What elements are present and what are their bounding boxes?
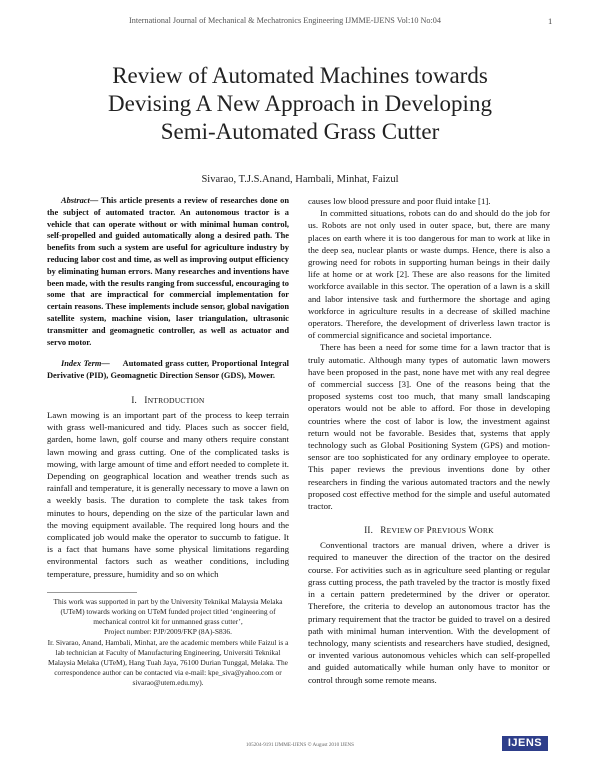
footnote-line-2: Project number: PJP/2009/FKP (8A)-S836. [104, 627, 232, 637]
page-number: 1 [548, 16, 553, 26]
index-terms-lead: Index Term— [61, 359, 110, 369]
footnote [47, 597, 289, 689]
intro-paragraph-1: Lawn mowing is an important part of the process to keep terrain with grass well-manicured and tidy. Places such as soccer field, garden, home lawn, golf course and many others require constant lawn mowing and grass cutting. One of the complicated tasks is mowing, with large amount of time and effort needed to complete it. Depending on geographical location and weather trends such as rainfall and temperature, it is generally necessary to move a lawn on a weekly basis. The duration to complete the task takes from minutes to hours, depending on the size of the particular lawn and the moving equipment available. The required long hours and the complicated job would make the operator to succumb to fatigue. It is a fact that humans have some physical limitations regarding environmental factors such as weather conditions, including temperature, pressure, humidity and so on which [47, 409, 289, 579]
title-line-1: Review of Automated Machines towards [112, 63, 488, 88]
issn-footer: 105204-9191 IJMME-IJENS © August 2010 IJENS [245, 742, 355, 748]
ijens-logo: IJENS [502, 736, 548, 751]
intro-paragraph-2: In committed situations, robots can do and should do the job for us. Robots are not only used in outer space, but, there are many places on earth where it is too dangerous for man to work at like in the deep sea, nuclear plants or waste dumps. Hence, there is also a growing need for robots in supporting human beings in their daily life at home or at work [2]. These are also reasons for the limited workforce available in this sector. The operation of a lawn is a skill and labor intensive task and furthermore the shortage and aging workforce in agriculture results in a decrease of skilled machine operators. Therefore, the development of driverless lawn tractor is of commercial significance and societal importance. [308, 208, 550, 341]
footnote-divider [47, 592, 137, 593]
section-heading-introduction: I. INTRODUCTION [131, 394, 205, 405]
footnote-line-1: This work was supported in part by the University Teknikal Malaysia Melaka (UTeM) towards working on UTeM funded project titled ‘engineering of mechanical control kit for unmanned grass cutter’, [53, 596, 283, 627]
index-terms-body: Automated grass cutter, Proportional Integral Derivative (PID), Geomagnetic Direction Sensor (GDS), Mower. [47, 359, 289, 381]
abstract-body: This article presents a review of researches done on the subject of automated tractor. An autonomous tractor is a vehicle that can operate without or with minimal human control, self-propelled and guided automatically along a desired path. The benefits from such a system are useful for agriculture industry by reducing labor cost and time, as well as improving output efficiency by eliminating human errors. Many researches and inventions have been made, with the results ranging from successful, encouraging to some that are impractical for commercial implementation for certain reasons. These implements include sensor, global navigation satellite system, machine vision, laser triangulation, ultrasonic transmitter and geomagnetic controller, as well as actuator and servo motor. [47, 196, 289, 347]
section-heading-review: II. REVIEW OF PREVIOUS WORK [364, 525, 494, 536]
abstract-lead: Abstract— [61, 196, 99, 205]
left-column [47, 195, 289, 689]
footnote-line-3: Ir. Sivarao, Anand, Hambali, Minhat, are the academic members while Faizul is a lab technician at Faculty of Manufacturing Engineering, Universiti Teknikal Malaysia Melaka (UTeM), Hang Tuah Jaya, 76100 Durian Tunggal, Melaka. The correspondence author can be contacted via e-mail: kpe_siva@yahoo.com or sivarao@utem.edu.my). [47, 637, 289, 688]
intro-continuation: causes low blood pressure and poor fluid intake [1]. [308, 196, 491, 206]
title-line-2: Devising A New Approach in Developing [108, 91, 492, 116]
journal-header: International Journal of Mechanical & Mechatronics Engineering IJMME-IJENS Vol:10 No:04 [129, 16, 441, 25]
paper-title [40, 62, 560, 146]
review-paragraph-1: Conventional tractors are manual driven, where a driver is required to maneuver the direction of the tractor on the desired course. For activities such as in agriculture seed planting or regular grass cutting process, the path traveled by the tractor is mostly fixed in a certain pattern predetermined by the driver or operator. Therefore, the criteria to develop an autonomous tractor has the primary requirement that the tractor be guided to travel on a desired path with minimal human intervention. With the development of technology, many scientists and researchers have studied, designed, or invented various autonomous vehicles which can self-propelled and guided automatically while human only have to monitor or control through some remote means. [308, 540, 550, 685]
right-column [308, 195, 550, 686]
abstract [47, 195, 289, 348]
authors: Sivarao, T.J.S.Anand, Hambali, Minhat, Faizul [201, 174, 399, 185]
intro-paragraph-3: There has been a need for some time for a lawn tractor that is truly automatic. Although many types of automatic lawn mowers have been proposed in the past, none have met with any real degree of commercial success [3]. One of the reasons being that the proposed systems cost too much, that many small landscaping operators would not be able to afford. For those in developing countries where the cost of labor is low, the investment against return would not be favorable. Besides that, systems that apply technology such as Global Positioning System (GPS) and motion-sensor are too sophisticated for any ordinary employee to operate. This paper reviews the previous inventions done by other researchers in finding the various automated tractors and the newly proposed cost effective method for the simple and useful automated tractor. [308, 342, 550, 512]
index-terms [47, 358, 289, 382]
title-line-3: Semi-Automated Grass Cutter [160, 119, 440, 144]
